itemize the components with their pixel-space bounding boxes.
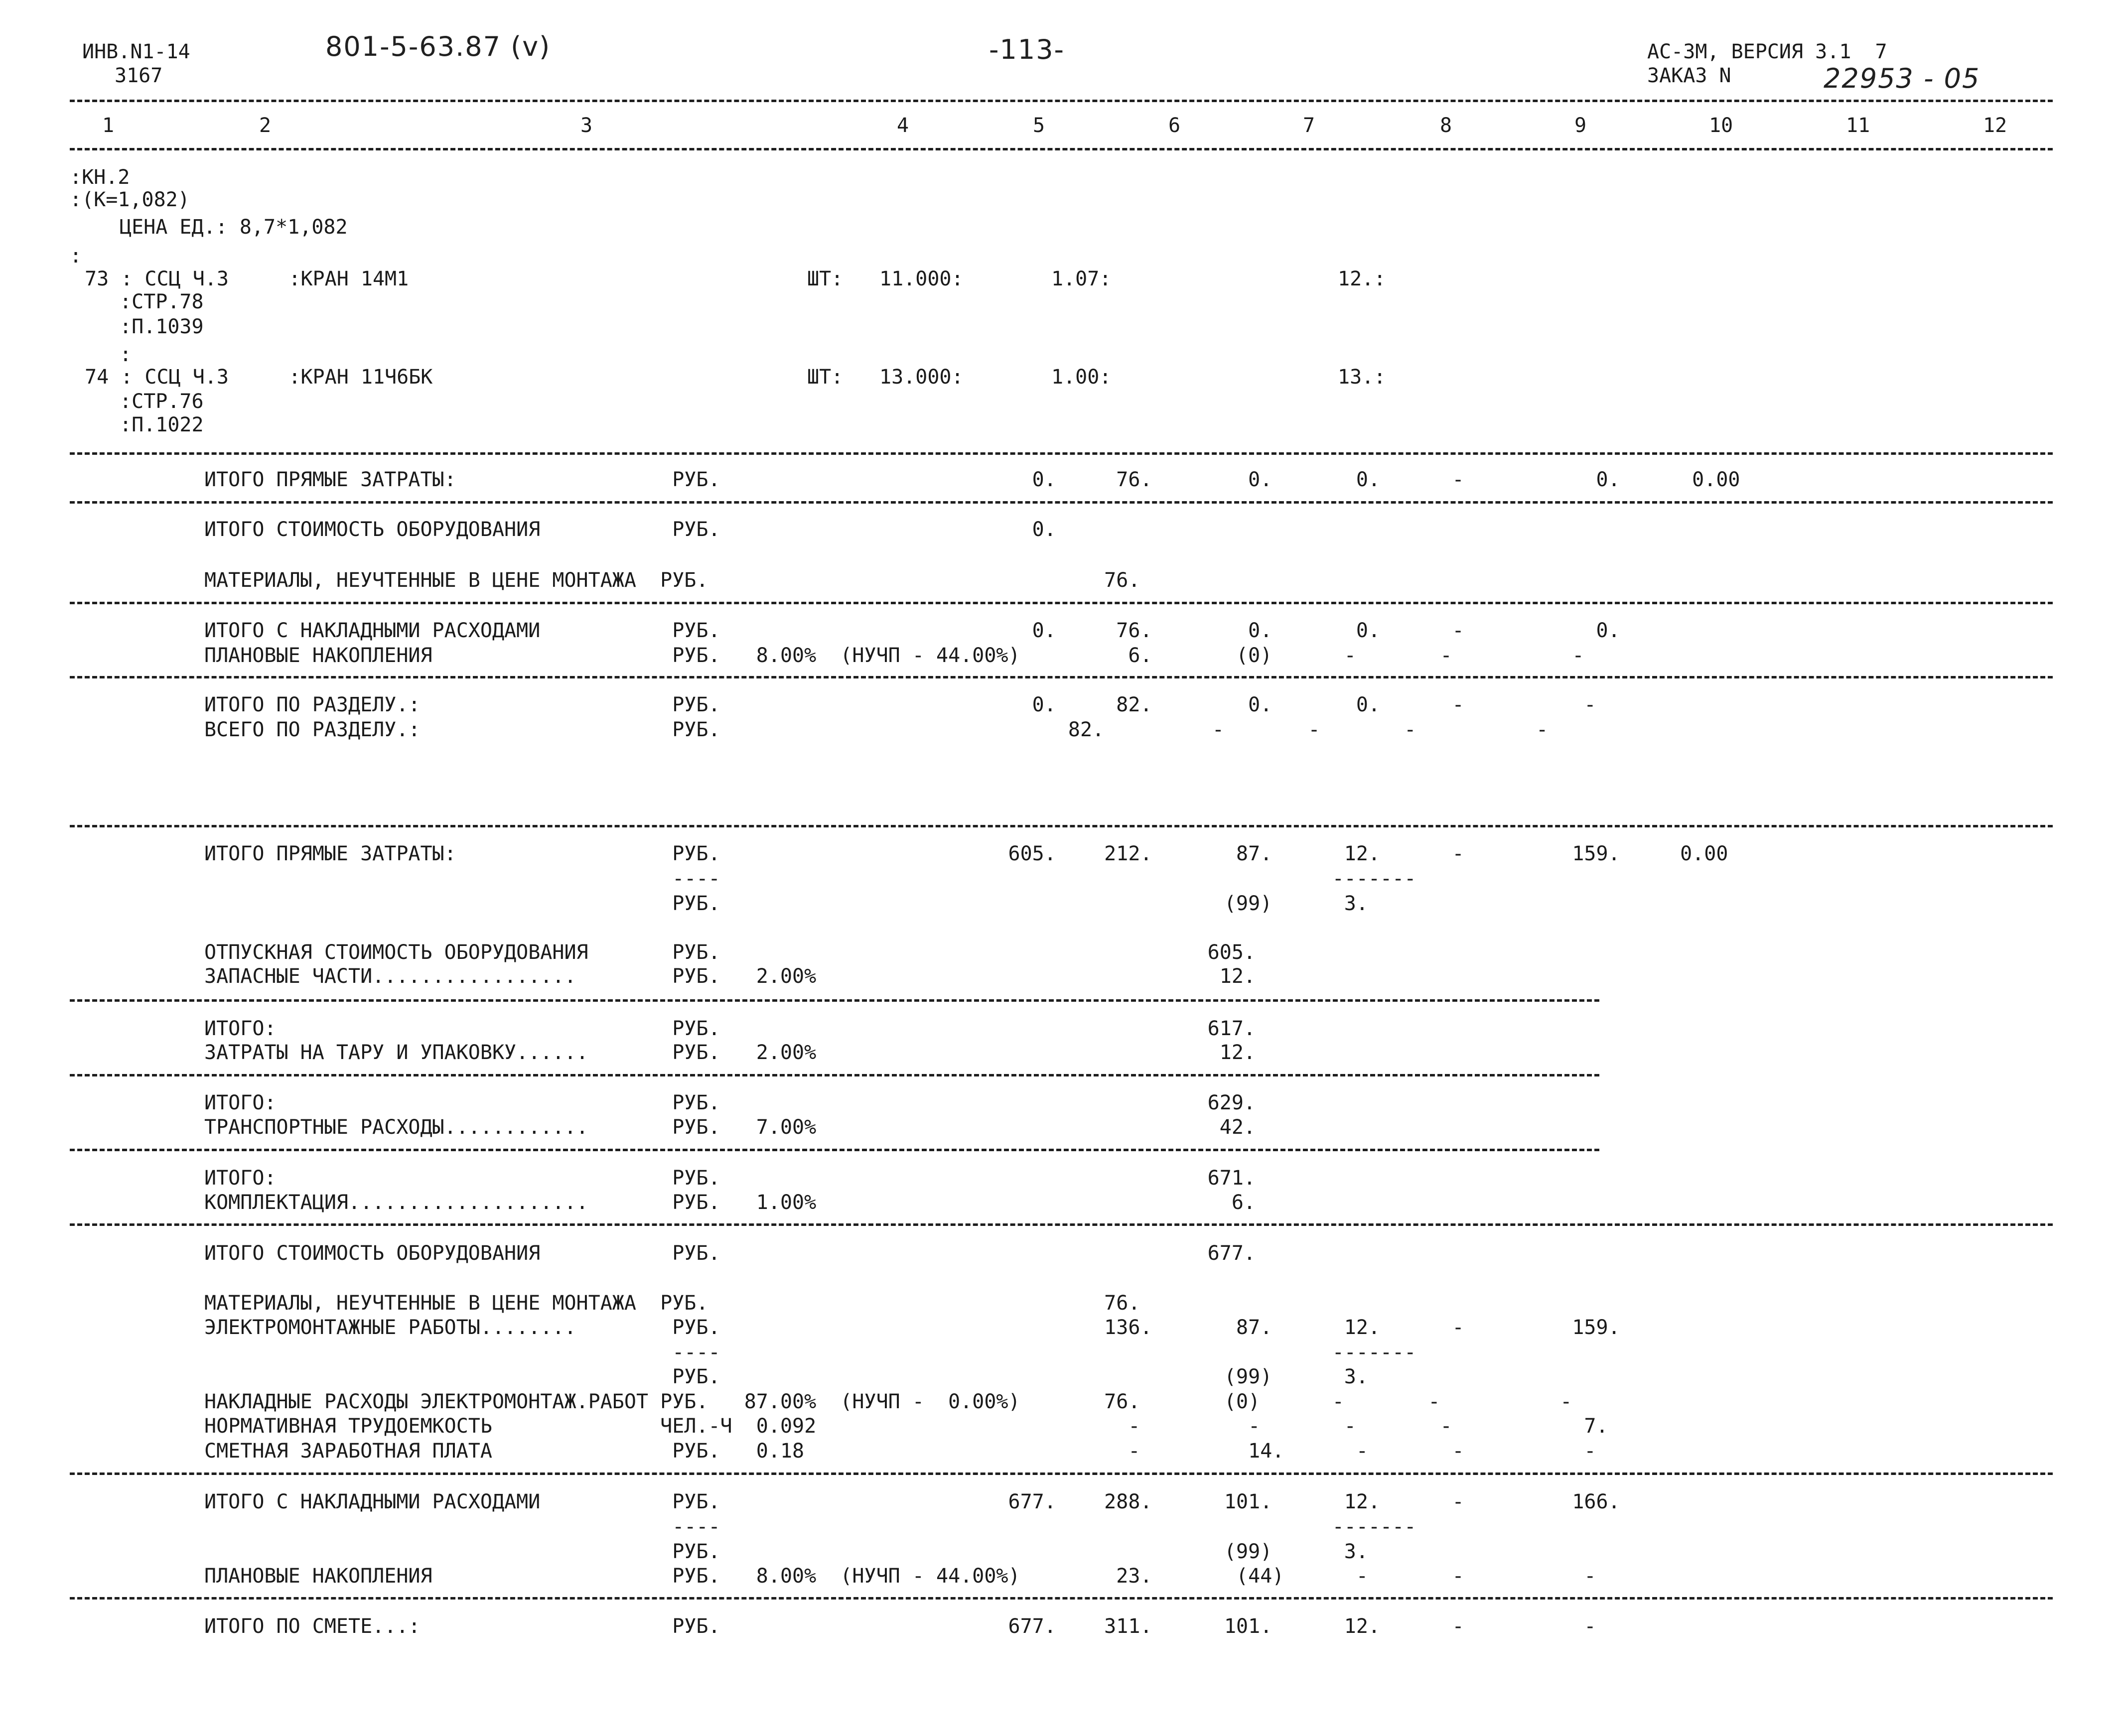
summary-line: НАКЛАДНЫЕ РАСХОДЫ ЭЛЕКТРОМОНТАЖ.РАБОТ РУБ. 87.00% (НУЧП - 0.00%) 76. (0) - - - — [204, 1390, 1572, 1413]
item-line: 73 : ССЦ Ч.3 :КРАН 14М1 — [85, 267, 409, 290]
summary-line: ---- ------- — [204, 1341, 1416, 1364]
equipment-cost-value: 617. — [1207, 1017, 1256, 1040]
order-label: ЗАКАЗ N — [1647, 64, 1731, 87]
item-line: :СТР.76 — [120, 390, 204, 413]
column-header-2: 2 — [259, 114, 272, 137]
item-line: :(К=1,082) — [70, 188, 190, 211]
column-header-8: 8 — [1440, 114, 1452, 137]
summary-line: ЗАПАСНЫЕ ЧАСТИ................. РУБ. 2.00% — [204, 965, 817, 988]
summary-line: ЭЛЕКТРОМОНТАЖНЫЕ РАБОТЫ........ РУБ. 136. 87. 12. - 159. — [204, 1316, 1620, 1339]
summary-rule-5 — [70, 1223, 2053, 1226]
header-rule-top — [70, 100, 2053, 102]
column-header-12: 12 — [1983, 114, 2007, 137]
column-header-7: 7 — [1303, 114, 1315, 137]
section-line: ИТОГО СТОИМОСТЬ ОБОРУДОВАНИЯ РУБ. 0. — [204, 518, 1056, 541]
section-line: ИТОГО С НАКЛАДНЫМИ РАСХОДАМИ РУБ. 0. 76. 0. 0. - 0. — [204, 619, 1620, 642]
summary-line: КОМПЛЕКТАЦИЯ.................... РУБ. 1.00% — [204, 1191, 817, 1214]
item-74-total: 13.: — [1338, 366, 1386, 389]
summary-rule-1 — [70, 825, 2053, 827]
summary-line: ИТОГО ПРЯМЫЕ ЗАТРАТЫ: РУБ. 605. 212. 87. 12. - 159. 0.00 — [204, 842, 1728, 865]
section-line: ПЛАНОВЫЕ НАКОПЛЕНИЯ РУБ. 8.00% (НУЧП - 44.00%) 6. (0) - - - — [204, 644, 1584, 667]
item-73-unit: ШТ: — [807, 267, 844, 290]
section-rule-4 — [70, 676, 2053, 678]
section-line: МАТЕРИАЛЫ, НЕУЧТЕННЫЕ В ЦЕНЕ МОНТАЖА РУБ. 76. — [204, 569, 1140, 592]
summary-rule-7 — [70, 1597, 2053, 1600]
summary-line: НОРМАТИВНАЯ ТРУДОЕМКОСТЬ ЧЕЛ.-Ч 0.092 - - - - 7. — [204, 1415, 1608, 1438]
column-header-3: 3 — [580, 114, 593, 137]
item-line: :П.1022 — [120, 413, 204, 436]
column-header-9: 9 — [1574, 114, 1587, 137]
section-line: ИТОГО ПО РАЗДЕЛУ.: РУБ. 0. 82. 0. 0. - - — [204, 693, 1596, 716]
item-line: :КН.2 — [70, 166, 130, 189]
section-line: ИТОГО ПРЯМЫЕ ЗАТРАТЫ: РУБ. 0. 76. 0. 0. - 0. 0.00 — [204, 468, 1740, 491]
header-rule-bottom — [70, 148, 2053, 150]
column-header-5: 5 — [1033, 114, 1045, 137]
summary-rule-6 — [70, 1472, 2053, 1475]
summary-rule-2 — [70, 999, 1599, 1002]
equipment-cost-value: 671. — [1207, 1167, 1256, 1190]
section-line: ВСЕГО ПО РАЗДЕЛУ.: РУБ. 82. - - - - — [204, 718, 1549, 741]
section-rule-3 — [70, 602, 2053, 604]
summary-rule-4 — [70, 1149, 1599, 1151]
summary-rule-3 — [70, 1074, 1599, 1076]
order-number: 22953 - 05 — [1824, 63, 1980, 94]
page-number: -113- — [989, 34, 1065, 65]
summary-line: ТРАНСПОРТНЫЕ РАСХОДЫ............ РУБ. 7.00% — [204, 1116, 817, 1139]
item-line: :П.1039 — [120, 315, 204, 338]
item-74-unit: ШТ: — [807, 366, 844, 389]
item-74-price: 1.00: — [1051, 366, 1112, 389]
summary-line: МАТЕРИАЛЫ, НЕУЧТЕННЫЕ В ЦЕНЕ МОНТАЖА РУБ. 76. — [204, 1292, 1140, 1315]
equipment-cost-value: 605. — [1207, 941, 1256, 964]
summary-line: РУБ. (99) 3. — [204, 1365, 1368, 1388]
summary-line: РУБ. (99) 3. — [204, 1540, 1368, 1563]
summary-line: ИТОГО: РУБ. — [204, 1167, 720, 1190]
item-73-price: 1.07: — [1051, 267, 1112, 290]
item-line: :СТР.78 — [120, 290, 204, 313]
summary-line: ИТОГО СТОИМОСТЬ ОБОРУДОВАНИЯ РУБ. — [204, 1242, 720, 1265]
column-header-11: 11 — [1846, 114, 1870, 137]
item-line: ЦЕНА ЕД.: 8,7*1,082 — [120, 216, 348, 239]
column-header-6: 6 — [1168, 114, 1181, 137]
summary-line: ИТОГО: РУБ. — [204, 1091, 720, 1114]
summary-line: ИТОГО: РУБ. — [204, 1017, 720, 1040]
inventory-number: 3167 — [115, 64, 163, 87]
item-line: : — [70, 245, 82, 267]
equipment-cost-value: 629. — [1207, 1091, 1256, 1114]
equipment-cost-value: 12. — [1219, 1041, 1256, 1064]
inventory-label: ИНВ.N1-14 — [82, 40, 190, 63]
summary-line: ---- ------- — [204, 1515, 1416, 1538]
summary-line: ОТПУСКНАЯ СТОИМОСТЬ ОБОРУДОВАНИЯ РУБ. — [204, 941, 720, 964]
summary-line: ИТОГО С НАКЛАДНЫМИ РАСХОДАМИ РУБ. 677. 288. 101. 12. - 166. — [204, 1490, 1620, 1513]
equipment-cost-value: 6. — [1231, 1191, 1256, 1214]
summary-line: РУБ. (99) 3. — [204, 892, 1368, 915]
summary-line: ---- ------- — [204, 867, 1416, 890]
section-rule-1 — [70, 452, 2053, 455]
item-73-qty: 11.000: — [879, 267, 964, 290]
summary-line: ЗАТРАТЫ НА ТАРУ И УПАКОВКУ...... РУБ. 2.00% — [204, 1041, 817, 1064]
column-header-4: 4 — [897, 114, 909, 137]
project-code: 801-5-63.87 (v) — [325, 31, 551, 62]
equipment-cost-value: 677. — [1207, 1242, 1256, 1265]
item-line: 74 : ССЦ Ч.3 :КРАН 11Ч6БК — [85, 366, 433, 389]
summary-line: ИТОГО ПО СМЕТЕ...: РУБ. 677. 311. 101. 12. - - — [204, 1615, 1596, 1638]
equipment-cost-value: 12. — [1219, 965, 1256, 988]
item-73-total: 12.: — [1338, 267, 1386, 290]
column-header-1: 1 — [102, 114, 115, 137]
column-header-10: 10 — [1709, 114, 1733, 137]
equipment-cost-value: 42. — [1219, 1116, 1256, 1139]
item-74-qty: 13.000: — [879, 366, 964, 389]
section-rule-2 — [70, 501, 2053, 504]
summary-line: СМЕТНАЯ ЗАРАБОТНАЯ ПЛАТА РУБ. 0.18 - 14. - - - — [204, 1440, 1596, 1463]
item-line: : — [120, 343, 132, 366]
summary-line: ПЛАНОВЫЕ НАКОПЛЕНИЯ РУБ. 8.00% (НУЧП - 44.00%) 23. (44) - - - — [204, 1565, 1596, 1588]
program-version: АС-3М, ВЕРСИЯ 3.1 7 — [1647, 40, 1887, 63]
